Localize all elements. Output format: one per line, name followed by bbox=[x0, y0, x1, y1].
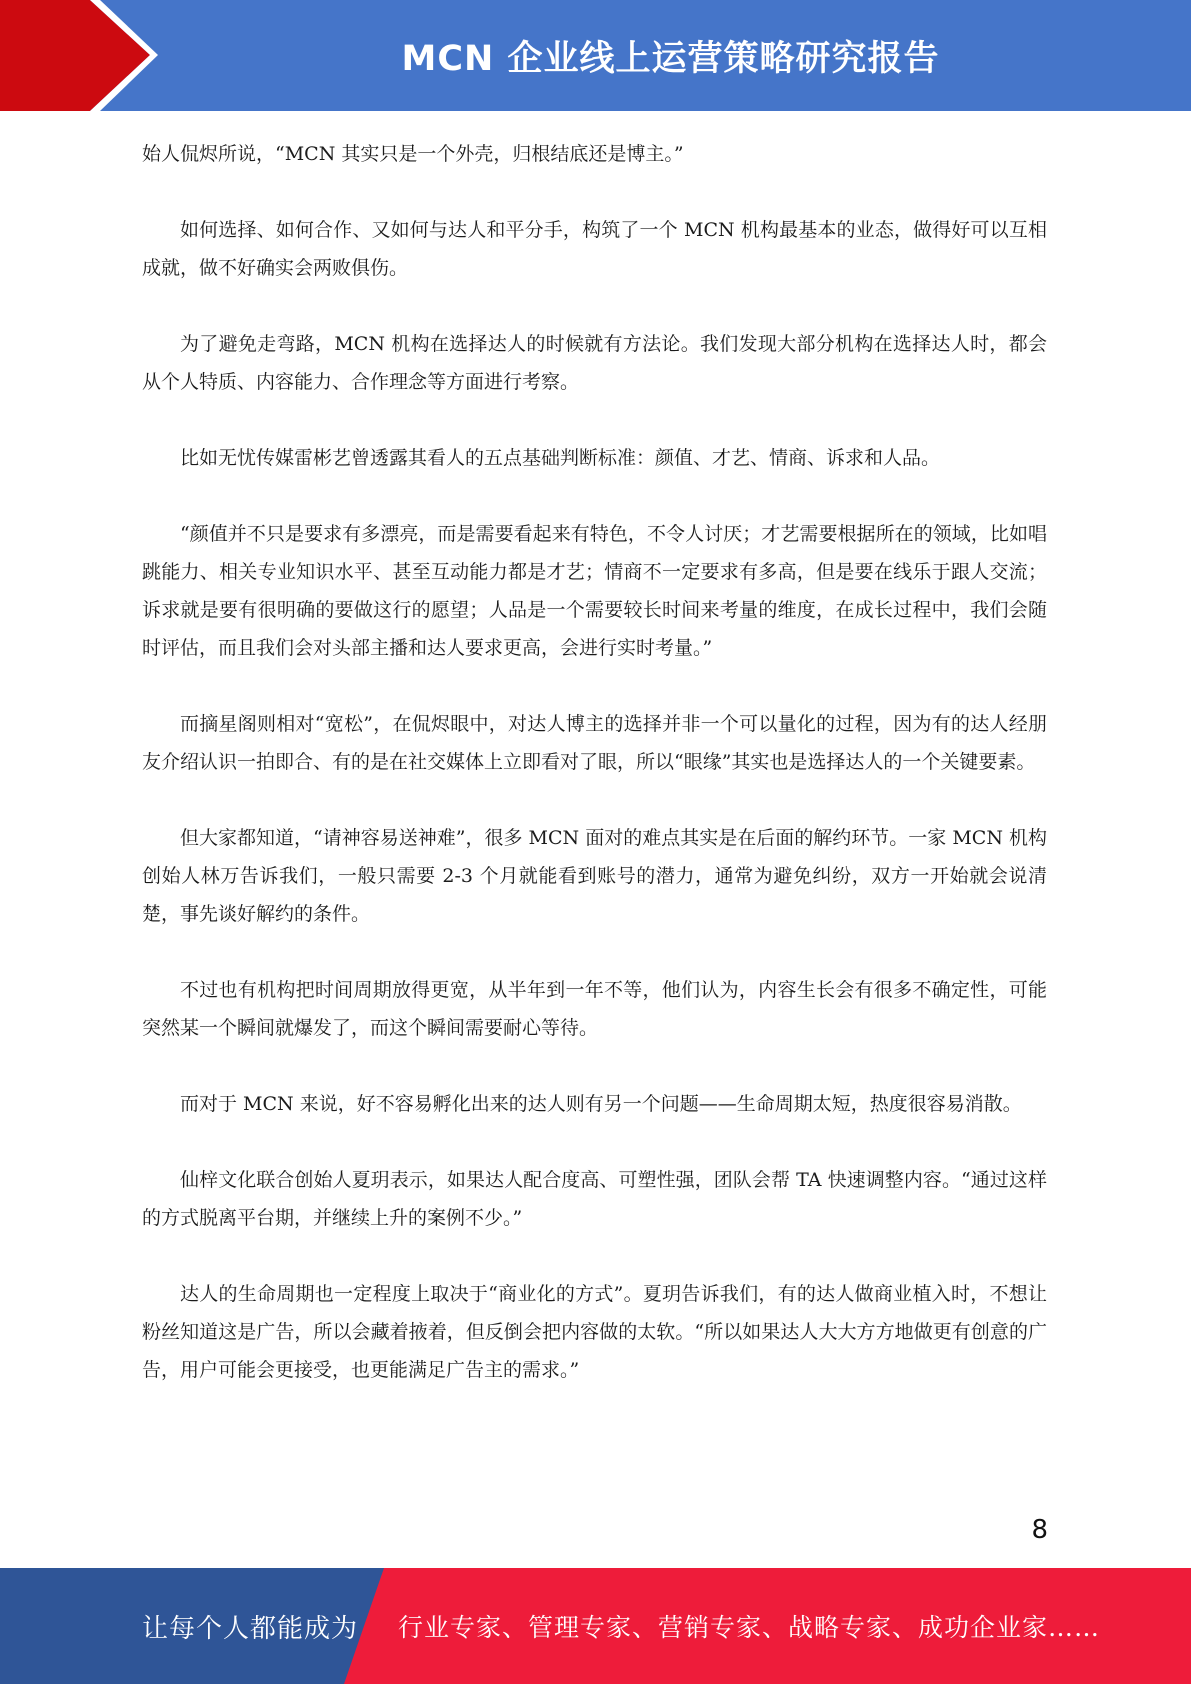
paragraph: 如何选择、如何合作、又如何与达人和平分手，构筑了一个 MCN 机构最基本的业态，做得好可以互相成就，做不好确实会两败俱伤。 bbox=[142, 219, 1047, 279]
paragraph: 但大家都知道，“请神容易送神难”，很多 MCN 面对的难点其实是在后面的解约环节。一家 MCN 机构创始人林万告诉我们，一般只需要 2-3 个月就能看到账号的潜力，通常为避免纠纷，双方一开始就会说清楚，事先谈好解约的条件。 bbox=[142, 827, 1047, 925]
report-title: MCN 企业线上运营策略研究报告 bbox=[401, 38, 940, 79]
paragraph: 达人的生命周期也一定程度上取决于“商业化的方式”。夏玥告诉我们，有的达人做商业植入时，不想让粉丝知道这是广告，所以会藏着掖着，但反倒会把内容做的太软。“所以如果达人大大方方地做更有创意的广告，用户可能会更接受，也更能满足广告主的需求。” bbox=[142, 1283, 1047, 1381]
paragraph: 为了避免走弯路，MCN 机构在选择达人的时候就有方法论。我们发现大部分机构在选择达人时，都会从个人特质、内容能力、合作理念等方面进行考察。 bbox=[142, 333, 1047, 393]
paragraph: 比如无忧传媒雷彬艺曾透露其看人的五点基础判断标准：颜值、才艺、情商、诉求和人品。 bbox=[180, 447, 941, 469]
paragraph: 而摘星阁则相对“宽松”，在侃烬眼中，对达人博主的选择并非一个可以量化的过程，因为有的达人经朋友介绍认识一拍即合、有的是在社交媒体上立即看对了眼，所以“眼缘”其实也是选择达人的一个关键要素。 bbox=[142, 713, 1047, 773]
article-body bbox=[142, 135, 1047, 1427]
header-red-arrow bbox=[0, 0, 150, 111]
page-header bbox=[0, 0, 1191, 111]
paragraph: “颜值并不只是要求有多漂亮，而是需要看起来有特色，不令人讨厌；才艺需要根据所在的领域，比如唱跳能力、相关专业知识水平、甚至互动能力都是才艺；情商不一定要求有多高，但是要在线乐于跟人交流；诉求就是要有很明确的要做这行的愿望；人品是一个需要较长时间来考量的维度，在成长过程中，我们会随时评估，而且我们会对头部主播和达人要求更高，会进行实时考量。” bbox=[142, 523, 1047, 659]
page-footer bbox=[0, 1568, 1191, 1684]
footer-slogan-right: 行业专家、管理专家、营销专家、战略专家、成功企业家…… bbox=[398, 1613, 1101, 1642]
paragraph: 不过也有机构把时间周期放得更宽，从半年到一年不等，他们认为，内容生长会有很多不确定性，可能突然某一个瞬间就爆发了，而这个瞬间需要耐心等待。 bbox=[142, 979, 1047, 1039]
paragraph: 仙梓文化联合创始人夏玥表示，如果达人配合度高、可塑性强，团队会帮 TA 快速调整内容。“通过这样的方式脱离平台期，并继续上升的案例不少。” bbox=[142, 1169, 1047, 1229]
paragraph: 而对于 MCN 来说，好不容易孵化出来的达人则有另一个问题——生命周期太短，热度很容易消散。 bbox=[180, 1093, 1022, 1115]
page-number: 8 bbox=[1031, 1515, 1048, 1545]
footer-slogan-left: 让每个人都能成为 bbox=[142, 1613, 359, 1644]
paragraph: 始人侃烬所说，“MCN 其实只是一个外壳，归根结底还是博主。” bbox=[142, 143, 684, 165]
